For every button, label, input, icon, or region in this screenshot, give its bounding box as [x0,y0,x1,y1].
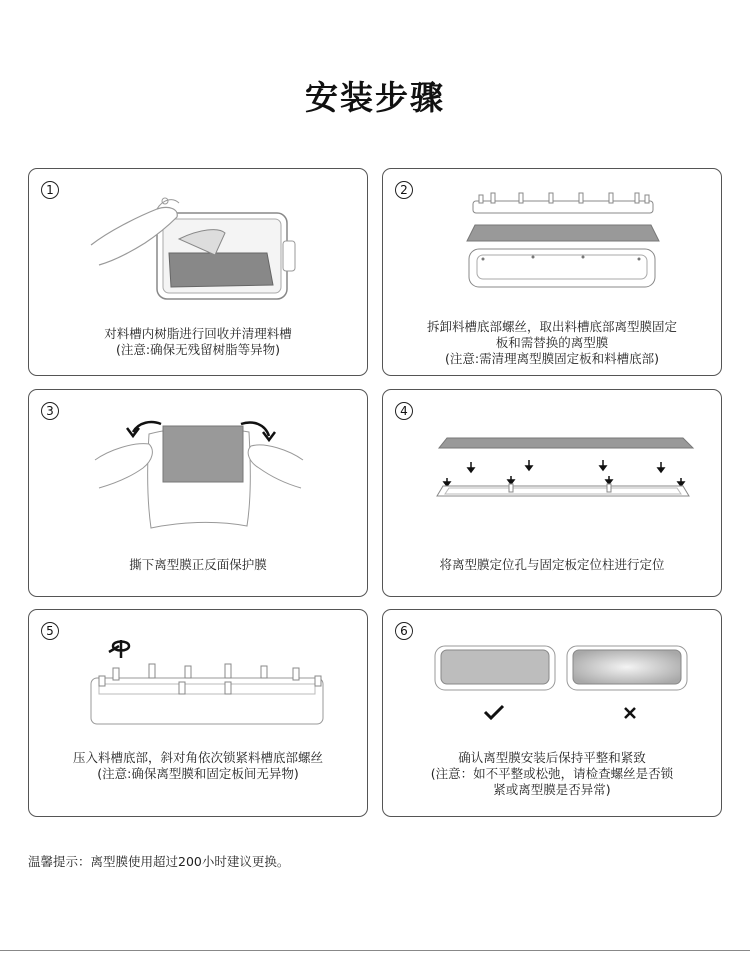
warm-tip: 温馨提示：离型膜使用超过200小时建议更换。 [28,854,290,869]
divider [0,950,750,951]
step-number: 2 [395,181,413,199]
step-number: 3 [41,402,59,420]
step-card-6 [382,609,722,817]
step-card-2 [382,168,722,376]
step-description: 对料槽内树脂进行回收并清理料槽 (注意:确保无残留树脂等异物) [104,326,292,357]
step-card-5 [28,609,368,817]
step-number: 1 [41,181,59,199]
step-card-4 [382,389,722,597]
page-title: 安装步骤 [305,78,445,117]
step-card-3 [28,389,368,597]
step-card-1 [28,168,368,376]
step-number: 5 [41,622,59,640]
step-number: 4 [395,402,413,420]
step-description: 撕下离型膜正反面保护膜 [129,557,267,572]
step-description: 拆卸料槽底部螺丝，取出料槽底部离型膜固定 板和需替换的离型膜 (注意:需清理离型膜固定板和料槽底部) [426,319,677,366]
step-description: 将离型膜定位孔与固定板定位柱进行定位 [439,557,665,572]
screw-tightening-illustration [29,610,369,818]
step-description: 确认离型膜安装后保持平整和紧致 (注意：如不平整或松弛，请检查螺丝是否锁 紧或离型膜是否异常) [430,750,674,797]
step-description: 压入料槽底部，斜对角依次锁紧料槽底部螺丝 (注意:确保离型膜和固定板间无异物) [72,750,323,781]
step-number: 6 [395,622,413,640]
